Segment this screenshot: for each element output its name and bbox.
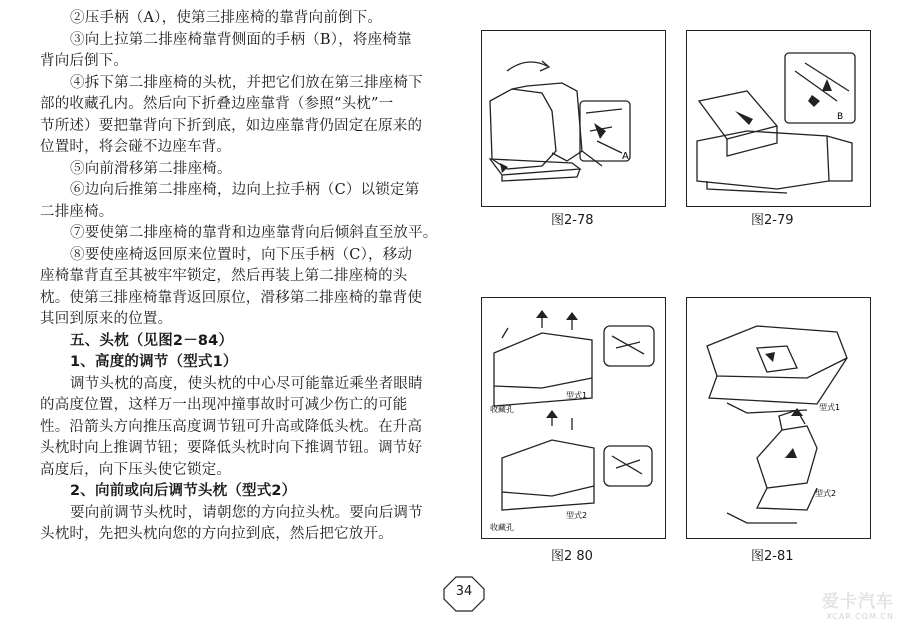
figure-2-80 (481, 297, 666, 539)
page-number: 34 (455, 584, 473, 599)
text-line: 高度后，向下压头使它锁定。 (40, 461, 232, 478)
text-line: 背向后倒下。 (40, 53, 129, 69)
text-line: 枕。使第三排座椅靠背返回原位，滑移第二排座椅的靠背使 (40, 289, 423, 306)
text-line: ④拆下第二排座椅的头枕，并把它们放在第三排座椅下 (70, 74, 423, 91)
text-line: 座椅靠背直至其被牢牢锁定，然后再装上第二排座椅的头 (40, 268, 408, 284)
text-line: ③向上拉第二排座椅靠背侧面的手柄（B），将座椅靠 (70, 31, 412, 48)
manual-text-column (40, 8, 440, 546)
text-line: 节所述）要把靠背向下折到底，如边座靠背仍固定在原来的 (40, 117, 423, 134)
figure-2-81-caption: 图2-81 (751, 549, 794, 564)
headrest-adjust-illustration (687, 298, 870, 538)
text-line: ⑥边向后推第二排座椅，边向上拉手柄（C）以锁定第 (70, 182, 420, 198)
watermark-domain: XCAR.COM.CN (826, 612, 894, 621)
storage-hole-top-label: 收藏孔 (490, 405, 514, 414)
figure-2-81 (686, 297, 871, 539)
text-line: 要向前调节头枕时，请朝您的方向拉头枕。要向后调节 (70, 504, 423, 521)
text-line: ②压手柄（A），使第三排座椅的靠背向前倒下。 (70, 10, 383, 26)
section-heading: 2、向前或向后调节头枕（型式2） (70, 483, 297, 499)
text-line: ⑧要使座椅返回原来位置时，向下压手柄（C），移动 (70, 246, 413, 263)
handle-a-label: A (622, 151, 629, 162)
text-line: 调节头枕的高度，使头枕的中心尽可能靠近乘坐者眼睛 (70, 375, 423, 392)
section-heading: 五、头枕（见图2－84） (70, 332, 234, 349)
seat-fold-illustration (482, 31, 665, 206)
handle-b-label: B (837, 112, 844, 122)
page-number-badge (442, 575, 486, 613)
watermark (822, 587, 894, 621)
figure-2-80-caption: 图2 80 (551, 549, 593, 564)
storage-hole-bottom-label: 收藏孔 (490, 523, 514, 532)
type1-label: 型式1 (566, 391, 588, 400)
type2-label: 型式2 (815, 489, 837, 498)
section-heading: 1、高度的调节（型式1） (70, 354, 238, 370)
figure-2-78 (481, 30, 666, 207)
text-line: 位置时，将会碰不边座车背。 (40, 139, 232, 155)
type1-label: 型式1 (819, 403, 841, 412)
figure-2-78-caption: 图2-78 (551, 213, 594, 228)
watermark-logo-text: 爱卡汽车 (822, 592, 894, 612)
seat-recline-illustration (687, 31, 870, 206)
figure-2-79-caption: 图2-79 (751, 213, 794, 228)
text-line: 头枕时，先把头枕向您的方向拉到底，然后把它放开。 (40, 526, 393, 542)
text-line: ⑦要使第二排座椅的靠背和边座靠背向后倾斜直至放平。 (70, 225, 438, 241)
text-line: 性。沿箭头方向推压高度调节钮可升高或降低头枕。在升高 (40, 418, 423, 435)
headrest-storage-illustration (482, 298, 665, 538)
text-line: ⑤向前滑移第二排座椅。 (70, 160, 232, 177)
figure-2-79 (686, 30, 871, 207)
text-line: 其回到原来的位置。 (40, 311, 173, 327)
text-line: 头枕时向上推调节钮；要降低头枕时向下推调节钮。调节好 (40, 440, 423, 456)
type2-label: 型式2 (566, 511, 588, 520)
text-line: 二排座椅。 (40, 203, 114, 220)
text-line: 的高度位置，这样万一出现冲撞事故时可减少伤亡的可能 (40, 397, 408, 413)
text-line: 部的收藏孔内。然后向下折叠边座靠背（参照“头枕”一 (40, 96, 394, 112)
